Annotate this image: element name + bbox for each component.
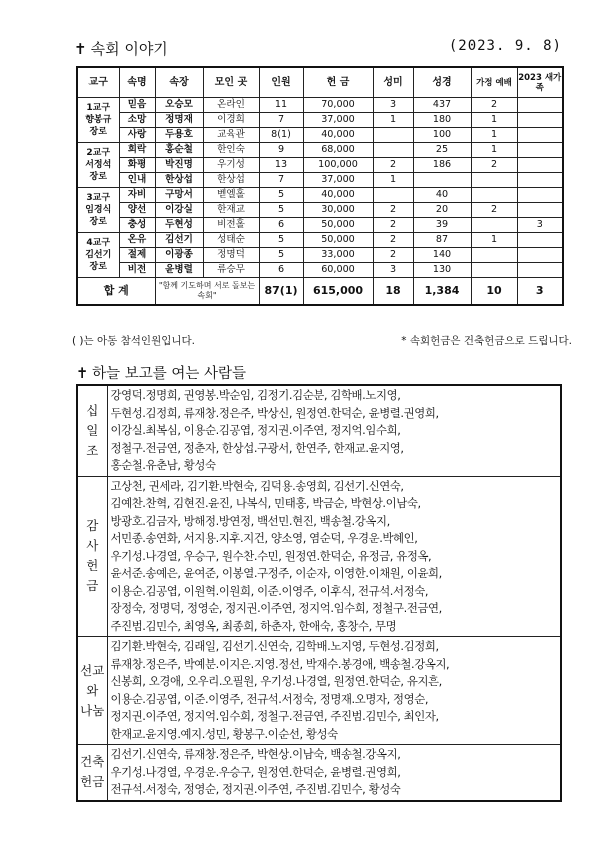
- district-name-line: 3교구: [86, 193, 111, 203]
- table-cell: [373, 143, 413, 158]
- table-cell: 5: [259, 233, 303, 248]
- district-name-line: 장로: [89, 217, 107, 227]
- donor-line: 전규석.서정숙, 정영순, 정지권.이주연, 주진범.김민수, 황성숙: [110, 782, 401, 796]
- table-cell: 3: [517, 218, 563, 233]
- table-cell: 70,000: [303, 98, 373, 113]
- section-title-text: 하늘 보고를 여는 사람들: [92, 366, 247, 382]
- total-rice: 18: [373, 278, 413, 306]
- col-header: 성경: [413, 67, 471, 98]
- offering-section-row: [77, 745, 561, 801]
- table-cell: [517, 203, 563, 218]
- donor-line: 고상천, 권세라, 김기환.박현숙, 김덕용.송영희, 김선기.신연숙,: [110, 478, 404, 493]
- table-cell: [517, 173, 563, 188]
- category-line: 사: [86, 538, 99, 554]
- donor-line: 주진범.김민수, 최영옥, 최종희, 하춘자, 한애숙, 홍창수, 무명: [110, 618, 397, 633]
- table-cell: 김선기: [155, 233, 203, 248]
- category-line: 십: [86, 402, 99, 418]
- donor-line: 두현성.김정희, 류재창.정은주, 박상신, 원정연.한덕순, 윤병렬.권영희,: [110, 405, 439, 420]
- category-line: 건축: [80, 754, 105, 770]
- total-motto: "함께 기도하며 서로 돌보는 속회": [155, 278, 259, 306]
- table-cell: 충성: [119, 218, 155, 233]
- table-cell: 두현성: [155, 218, 203, 233]
- total-row: [77, 278, 563, 306]
- table-cell: 우기성: [203, 158, 259, 173]
- table-cell: 39: [413, 218, 471, 233]
- table-row: [77, 113, 563, 128]
- donor-line: 윤서준.송예은, 윤여준, 이봉열.구정주, 이순자, 이영한.이채원, 이윤희,: [110, 566, 442, 580]
- table-cell: 40,000: [303, 128, 373, 143]
- table-cell: 비전홀: [203, 218, 259, 233]
- donor-line: 이용순.김공엽, 이준.이영주, 전규석.서정숙, 정명재.오명자, 정영순,: [110, 691, 429, 706]
- table-cell: 2: [373, 248, 413, 263]
- district-name-line: 향봉규: [85, 115, 112, 125]
- col-header: 성미: [373, 67, 413, 98]
- cross-icon: ✝: [76, 366, 89, 382]
- table-cell: 자비: [119, 188, 155, 203]
- table-row: [77, 263, 563, 278]
- table-cell: 2: [471, 98, 517, 113]
- category-line: 선교: [80, 662, 105, 678]
- donor-line: 김기환.박현숙, 김래일, 김선기.신연숙, 김학배.노지영, 두현성.김정희,: [110, 639, 439, 653]
- table-cell: 6: [259, 218, 303, 233]
- table-cell: 7: [259, 113, 303, 128]
- table-cell: 한상섭: [203, 173, 259, 188]
- table-cell: 87: [413, 233, 471, 248]
- offering-category: [77, 637, 107, 745]
- table-cell: 박진명: [155, 158, 203, 173]
- donor-line: 정지권.이주연, 정지억.임수희, 정철구.전금연, 주진범.김민수, 최인자,: [110, 709, 439, 723]
- table-row: [77, 203, 563, 218]
- table-cell: 186: [413, 158, 471, 173]
- table-cell: [517, 188, 563, 203]
- category-line: 조: [86, 442, 99, 458]
- table-cell: 3: [373, 98, 413, 113]
- table-cell: 사랑: [119, 128, 155, 143]
- category-line: 금: [86, 578, 99, 594]
- table-cell: 1: [471, 128, 517, 143]
- table-cell: 25: [413, 143, 471, 158]
- district-cell: [77, 233, 119, 278]
- donor-line: 우기성.나경열, 우경운.우승구, 원정연.한덕순, 윤병렬.권영희,: [110, 764, 401, 779]
- table-cell: 소망: [119, 113, 155, 128]
- table-cell: [517, 98, 563, 113]
- table-cell: 정명덕: [203, 248, 259, 263]
- donor-line: 방광호.김금자, 방해정.방연정, 백선민.현진, 백송철.강옥지,: [110, 513, 390, 528]
- table-cell: [517, 263, 563, 278]
- col-header: 교구: [77, 67, 119, 98]
- table-cell: 류승무: [203, 263, 259, 278]
- donor-line: 신봉희, 오경애, 오우리.오필원, 우기성.나경열, 원정연.한덕순, 유지흔,: [110, 674, 442, 688]
- district-name-line: 장로: [89, 172, 107, 182]
- district-name-line: 김선기: [85, 250, 112, 260]
- table-cell: 140: [413, 248, 471, 263]
- donor-names: [107, 637, 561, 745]
- table-cell: [373, 188, 413, 203]
- donor-line: 한재교.윤지영.예지.성민, 황봉구.이순선, 황성숙: [110, 726, 338, 741]
- district-cell: [77, 143, 119, 188]
- total-bible: 1,384: [413, 278, 471, 306]
- total-label: 합 계: [77, 278, 155, 306]
- table-cell: 한상섭: [155, 173, 203, 188]
- table-row: [77, 128, 563, 143]
- table-cell: [517, 233, 563, 248]
- district-name-line: 장로: [89, 127, 107, 137]
- table-cell: 40: [413, 188, 471, 203]
- table-cell: 오승모: [155, 98, 203, 113]
- table-cell: [471, 248, 517, 263]
- table-cell: 정명재: [155, 113, 203, 128]
- col-header: 속장: [155, 67, 203, 98]
- table-cell: 1: [471, 143, 517, 158]
- table-cell: 437: [413, 98, 471, 113]
- child-count-note: ( )는 아동 참석인원입니다.: [72, 335, 195, 347]
- table-header-row: [77, 67, 563, 98]
- table-cell: [517, 113, 563, 128]
- donor-names: [107, 385, 561, 476]
- table-cell: 9: [259, 143, 303, 158]
- table-cell: [517, 143, 563, 158]
- district-name-line: 2교구: [86, 148, 111, 158]
- donor-line: 류재창.정은주, 박예분.이지은.지영.정선, 박재수.봉경애, 백송철.강옥지,: [110, 656, 450, 671]
- table-cell: 온라인: [203, 98, 259, 113]
- district-name-line: 장로: [89, 262, 107, 272]
- offering-category: [77, 385, 107, 476]
- table-cell: 5: [259, 188, 303, 203]
- table-notes: [72, 333, 572, 347]
- category-line: 헌금: [80, 774, 105, 790]
- table-cell: 비전: [119, 263, 155, 278]
- offering-section-row: [77, 385, 561, 476]
- donor-line: 김예찬.찬혁, 김현진.윤진, 나복식, 민태홍, 박금순, 박현상.이남숙,: [110, 496, 421, 510]
- section-title-text: 속회 이야기: [90, 40, 168, 58]
- donor-names: [107, 745, 561, 801]
- table-cell: 3: [373, 263, 413, 278]
- table-cell: [517, 158, 563, 173]
- table-cell: 화평: [119, 158, 155, 173]
- table-cell: 40,000: [303, 188, 373, 203]
- table-cell: 한인숙: [203, 143, 259, 158]
- report-date: (2023. 9. 8): [448, 38, 562, 54]
- section-title: [74, 38, 168, 59]
- district-name-line: 임경식: [85, 205, 112, 215]
- table-cell: [471, 173, 517, 188]
- table-cell: 윤병렬: [155, 263, 203, 278]
- category-line: 일: [86, 422, 99, 438]
- table-cell: 이강실: [155, 203, 203, 218]
- category-line: 와: [86, 682, 99, 698]
- offering-section-row: [77, 476, 561, 637]
- table-cell: 벧엘홀: [203, 188, 259, 203]
- donor-line: 정철구.전금연, 정춘자, 한상섭.구광서, 한연주, 한재교.윤지영,: [110, 440, 404, 455]
- table-cell: [517, 128, 563, 143]
- table-cell: 인내: [119, 173, 155, 188]
- donor-line: 강영덕.정명희, 권영봉.박순임, 김정기.김순분, 김학배.노지영,: [110, 388, 401, 402]
- donor-names: [107, 476, 561, 637]
- table-row: [77, 248, 563, 263]
- page-header: [74, 38, 562, 60]
- table-cell: 구망서: [155, 188, 203, 203]
- table-row: [77, 173, 563, 188]
- table-cell: 5: [259, 248, 303, 263]
- table-cell: 33,000: [303, 248, 373, 263]
- district-name-line: 서정석: [85, 160, 112, 170]
- table-cell: 30,000: [303, 203, 373, 218]
- donor-line: 이강실.최복심, 이용순.김공엽, 정지권.이주연, 정지억.임수희,: [110, 423, 401, 437]
- table-cell: 180: [413, 113, 471, 128]
- table-cell: 1: [471, 233, 517, 248]
- table-cell: 이경희: [203, 113, 259, 128]
- donor-line: 홍순철.유춘남, 황성숙: [110, 458, 216, 472]
- table-row: [77, 218, 563, 233]
- col-header: 가정 예배: [471, 67, 517, 98]
- col-header: 2023 새가족: [517, 67, 563, 98]
- table-cell: 50,000: [303, 233, 373, 248]
- district-name-line: 1교구: [86, 103, 111, 113]
- table-cell: 믿음: [119, 98, 155, 113]
- total-people: 87(1): [259, 278, 303, 306]
- col-header: 모인 곳: [203, 67, 259, 98]
- table-cell: 1: [373, 113, 413, 128]
- table-cell: 13: [259, 158, 303, 173]
- table-cell: 8(1): [259, 128, 303, 143]
- table-cell: 20: [413, 203, 471, 218]
- table-cell: 11: [259, 98, 303, 113]
- table-cell: 2: [373, 203, 413, 218]
- table-cell: [413, 173, 471, 188]
- total-newcomers: 3: [517, 278, 563, 306]
- table-cell: [471, 188, 517, 203]
- table-cell: 홍순철: [155, 143, 203, 158]
- table-cell: [471, 218, 517, 233]
- table-cell: 6: [259, 263, 303, 278]
- total-offering: 615,000: [303, 278, 373, 306]
- table-cell: [373, 128, 413, 143]
- offering-note: * 속회헌금은 건축헌금으로 드립니다.: [401, 335, 572, 347]
- table-cell: 100: [413, 128, 471, 143]
- donor-line: 장정숙, 정명덕, 정영순, 정지권.이주연, 정지억.임수희, 정철구.전금연,: [110, 601, 442, 615]
- table-row: [77, 158, 563, 173]
- table-cell: 한재교: [203, 203, 259, 218]
- col-header: 속명: [119, 67, 155, 98]
- col-header: 헌 금: [303, 67, 373, 98]
- district-name-line: 4교구: [86, 238, 111, 248]
- table-cell: 2: [471, 158, 517, 173]
- table-cell: 2: [471, 203, 517, 218]
- table-cell: 1: [471, 113, 517, 128]
- table-row: [77, 188, 563, 203]
- table-row: [77, 233, 563, 248]
- table-cell: 1: [373, 173, 413, 188]
- district-cell: [77, 188, 119, 233]
- offering-category: [77, 476, 107, 637]
- offering-category: [77, 745, 107, 801]
- donor-line: 김선기.신연숙, 류재창.정은주, 박현상.이남숙, 백송철.강옥지,: [110, 747, 401, 761]
- table-cell: 절제: [119, 248, 155, 263]
- table-cell: 60,000: [303, 263, 373, 278]
- cross-icon: ✝: [74, 40, 87, 58]
- donor-line: 서민종.송연화, 서지용.지후.지건, 양소영, 염순덕, 우경운.박혜인,: [110, 531, 418, 545]
- table-cell: 2: [373, 233, 413, 248]
- table-cell: 37,000: [303, 113, 373, 128]
- table-row: [77, 98, 563, 113]
- table-cell: 두용호: [155, 128, 203, 143]
- category-line: 감: [86, 518, 99, 534]
- donor-line: 우기성.나경열, 우승구, 원수찬.수민, 원정연.한덕순, 유정금, 유정옥,: [110, 548, 432, 563]
- table-cell: 7: [259, 173, 303, 188]
- offering-section-row: [77, 637, 561, 745]
- table-cell: 2: [373, 218, 413, 233]
- table-row: [77, 143, 563, 158]
- table-cell: 교육관: [203, 128, 259, 143]
- table-cell: 5: [259, 203, 303, 218]
- section-title-heaven: [76, 362, 246, 383]
- total-worship: 10: [471, 278, 517, 306]
- table-cell: 130: [413, 263, 471, 278]
- category-line: 나눔: [80, 702, 105, 718]
- table-cell: 희락: [119, 143, 155, 158]
- table-cell: 양선: [119, 203, 155, 218]
- table-cell: 50,000: [303, 218, 373, 233]
- table-cell: 100,000: [303, 158, 373, 173]
- offering-names-table: [76, 384, 562, 802]
- donor-line: 이용순.김공엽, 이원혁.이원희, 이준.이영주, 이후식, 전규석.서정숙,: [110, 583, 429, 598]
- col-header: 인원: [259, 67, 303, 98]
- meeting-summary-table: [76, 66, 564, 306]
- table-cell: 온유: [119, 233, 155, 248]
- table-cell: [471, 263, 517, 278]
- table-cell: [517, 248, 563, 263]
- table-cell: 이광종: [155, 248, 203, 263]
- district-cell: [77, 98, 119, 143]
- table-cell: 2: [373, 158, 413, 173]
- table-cell: 37,000: [303, 173, 373, 188]
- category-line: 헌: [86, 558, 99, 574]
- table-cell: 성태순: [203, 233, 259, 248]
- table-cell: 68,000: [303, 143, 373, 158]
